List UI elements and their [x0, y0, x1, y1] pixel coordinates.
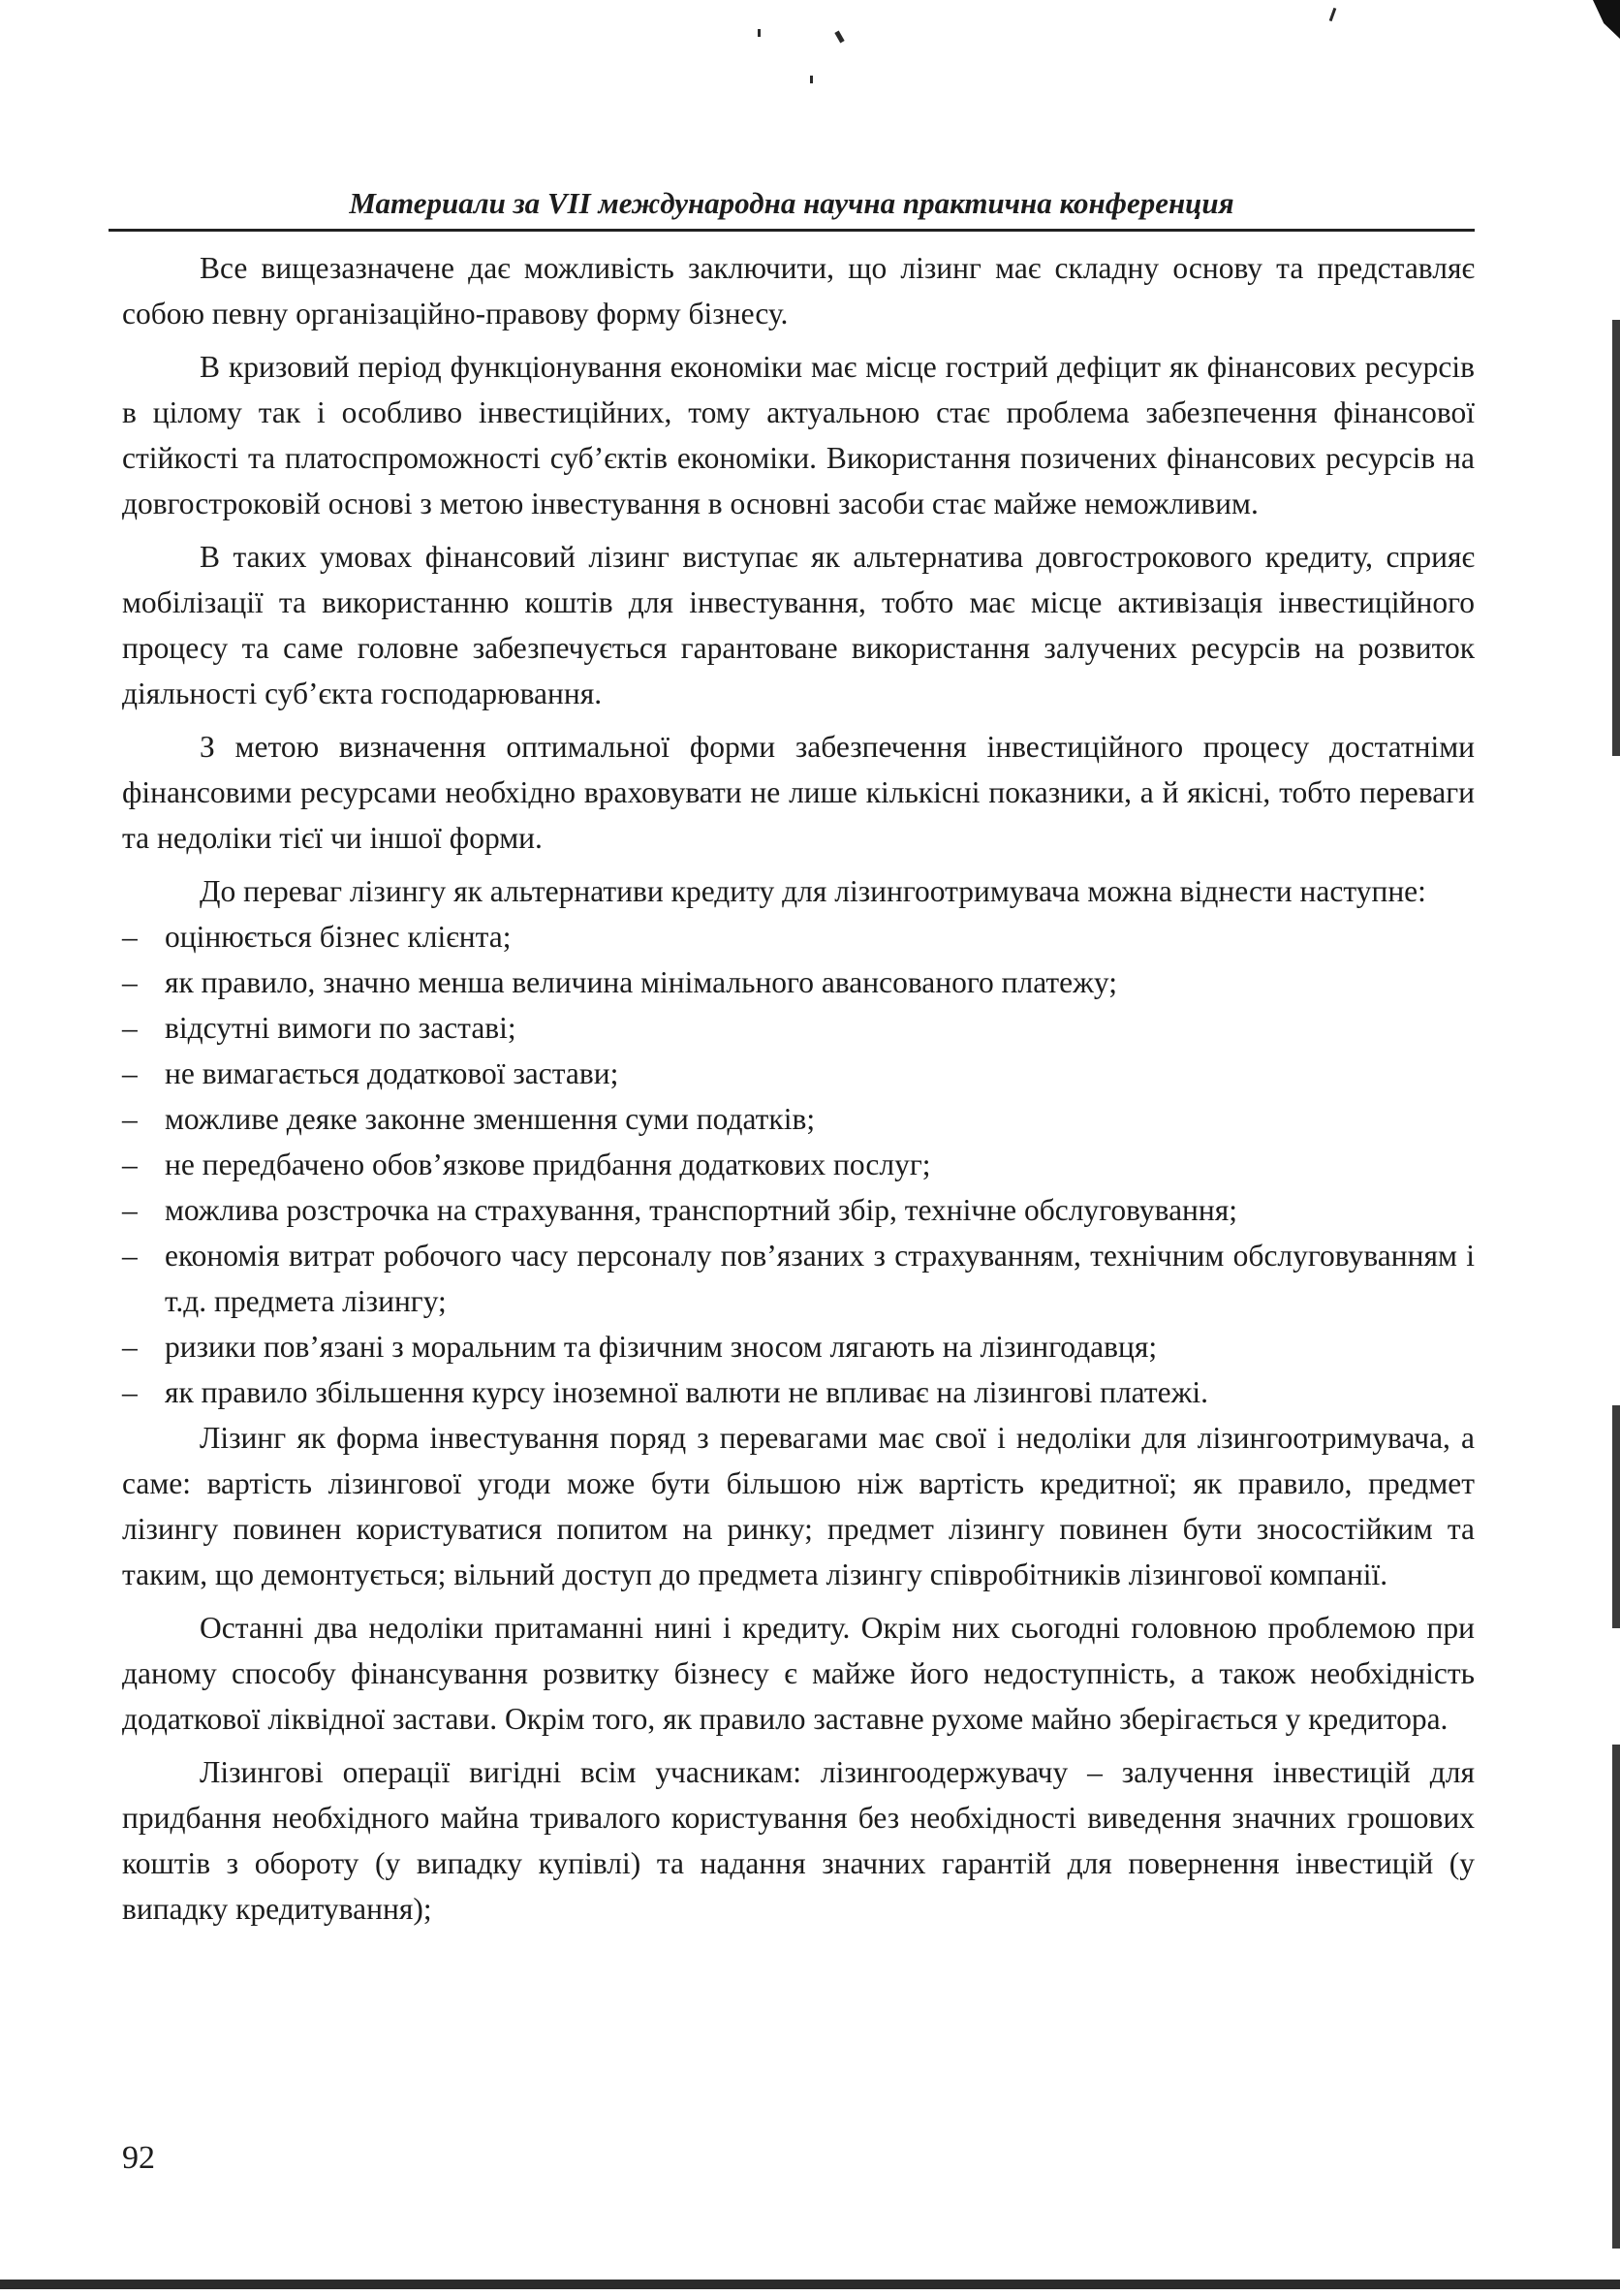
scan-edge-shadow — [1612, 320, 1620, 756]
scan-speck — [1329, 8, 1337, 21]
dash-marker: – — [122, 1102, 138, 1136]
list-item — [122, 914, 1475, 959]
dash-marker: – — [122, 1193, 138, 1227]
list-item — [122, 1142, 1475, 1187]
dash-marker: – — [122, 1056, 138, 1090]
dash-marker: – — [122, 965, 138, 999]
scan-speck — [758, 29, 761, 37]
list-item — [122, 1324, 1475, 1369]
list-item — [122, 1005, 1475, 1051]
scan-speck — [810, 76, 813, 83]
list-item — [122, 1187, 1475, 1233]
list-item — [122, 959, 1475, 1005]
page-number: 92 — [122, 2140, 155, 2176]
list-item — [122, 1369, 1475, 1415]
list-item — [122, 1051, 1475, 1096]
running-header: Материали за VII международна научна практична конференция — [109, 186, 1475, 232]
paragraph: В таких умовах фінансовий лізинг виступає як альтернатива довгострокового кредиту, сприяє мобілізації та використанню коштів для інвестування, тобто має місце активізація інвестиційного процесу та саме головне забезпечується гарантоване використання залучених ресурсів на розвиток діяльності суб’єкта господарювання. — [122, 540, 1475, 710]
list-item-text: як правило, значно менша величина мінімального авансованого платежу; — [165, 965, 1117, 999]
page-body — [122, 245, 1475, 1932]
paragraph: В кризовий період функціонування економіки має місце гострий дефіцит як фінансових ресурсів в цілому так і особливо інвестиційних, тому актуальною стає проблема забезпечення фінансової стійкості та платоспроможності суб’єктів економіки. Використання позичених фінансових ресурсів на довгостроковій основі з метою інвестування в основні засоби стає майже неможливим. — [122, 350, 1475, 520]
dash-marker: – — [122, 1239, 138, 1273]
paragraph: Лізинг як форма інвестування поряд з перевагами має свої і недоліки для лізингоотримувача, а саме: вартість лізингової угоди може бути більшою ніж вартість кредитної; як правило, предмет лізингу повинен користуватися попитом на ринку; предмет лізингу повинен бути зносостійким та таким, що демонтується; вільний доступ до предмета лізингу співробітників лізингової компанії. — [122, 1421, 1475, 1591]
list-item-text: економія витрат робочого часу персоналу пов’язаних з страхуванням, технічним обслуговуванням і т.д. предмета лізингу; — [165, 1239, 1475, 1318]
list-item-text: можливе деяке законне зменшення суми податків; — [165, 1102, 816, 1136]
dash-marker: – — [122, 1011, 138, 1045]
scan-bottom-edge — [0, 2280, 1620, 2289]
scan-speck — [834, 31, 844, 44]
list-item-text: ризики пов’язані з моральним та фізичним зносом лягають на лізингодавця; — [165, 1330, 1158, 1364]
paragraph: Останні два недоліки притаманні нині і кредиту. Окрім них сьогодні головною проблемою при даному способу фінансування розвитку бізнесу є майже його недоступність, а також необхідність додаткової ліквідної застави. Окрім того, як правило заставне рухоме майно зберігається у кредитора. — [122, 1611, 1475, 1736]
scan-corner-mark — [1593, 0, 1620, 39]
advantages-list — [122, 914, 1475, 1415]
scan-edge-shadow — [1612, 1405, 1620, 1628]
dash-marker: – — [122, 1148, 138, 1181]
list-item-text: оцінюється бізнес клієнта; — [165, 920, 512, 954]
dash-marker: – — [122, 920, 138, 954]
scan-edge-shadow — [1612, 1745, 1620, 2249]
dash-marker: – — [122, 1330, 138, 1364]
list-item — [122, 1096, 1475, 1142]
list-item-text: відсутні вимоги по заставі; — [165, 1011, 516, 1045]
dash-marker: – — [122, 1375, 138, 1409]
paragraph: З метою визначення оптимальної форми забезпечення інвестиційного процесу достатніми фінансовими ресурсами необхідно враховувати не лише кількісні показники, а й якісні, тобто переваги та недоліки тієї чи іншої форми. — [122, 730, 1475, 855]
list-item — [122, 1233, 1475, 1324]
paragraph: До переваг лізингу як альтернативи кредиту для лізингоотримувача можна віднести наступне: — [200, 874, 1426, 908]
list-item-text: як правило збільшення курсу іноземної валюти не впливає на лізингові платежі. — [165, 1375, 1208, 1409]
paragraph: Все вищезазначене дає можливість заключити, що лізинг має складну основу та представляє собою певну організаційно-правову форму бізнесу. — [122, 251, 1475, 330]
list-item-text: не передбачено обов’язкове придбання додаткових послуг; — [165, 1148, 931, 1181]
list-item-text: не вимагається додаткової застави; — [165, 1056, 619, 1090]
paragraph: Лізингові операції вигідні всім учасникам: лізингоодержувачу – залучення інвестицій для придбання необхідного майна тривалого користування без необхідності виведення значних грошових коштів з обороту (у випадку купівлі) та надання значних гарантій для повернення інвестицій (у випадку кредитування); — [122, 1755, 1475, 1926]
list-item-text: можлива розстрочка на страхування, транспортний збір, технічне обслуговування; — [165, 1193, 1238, 1227]
